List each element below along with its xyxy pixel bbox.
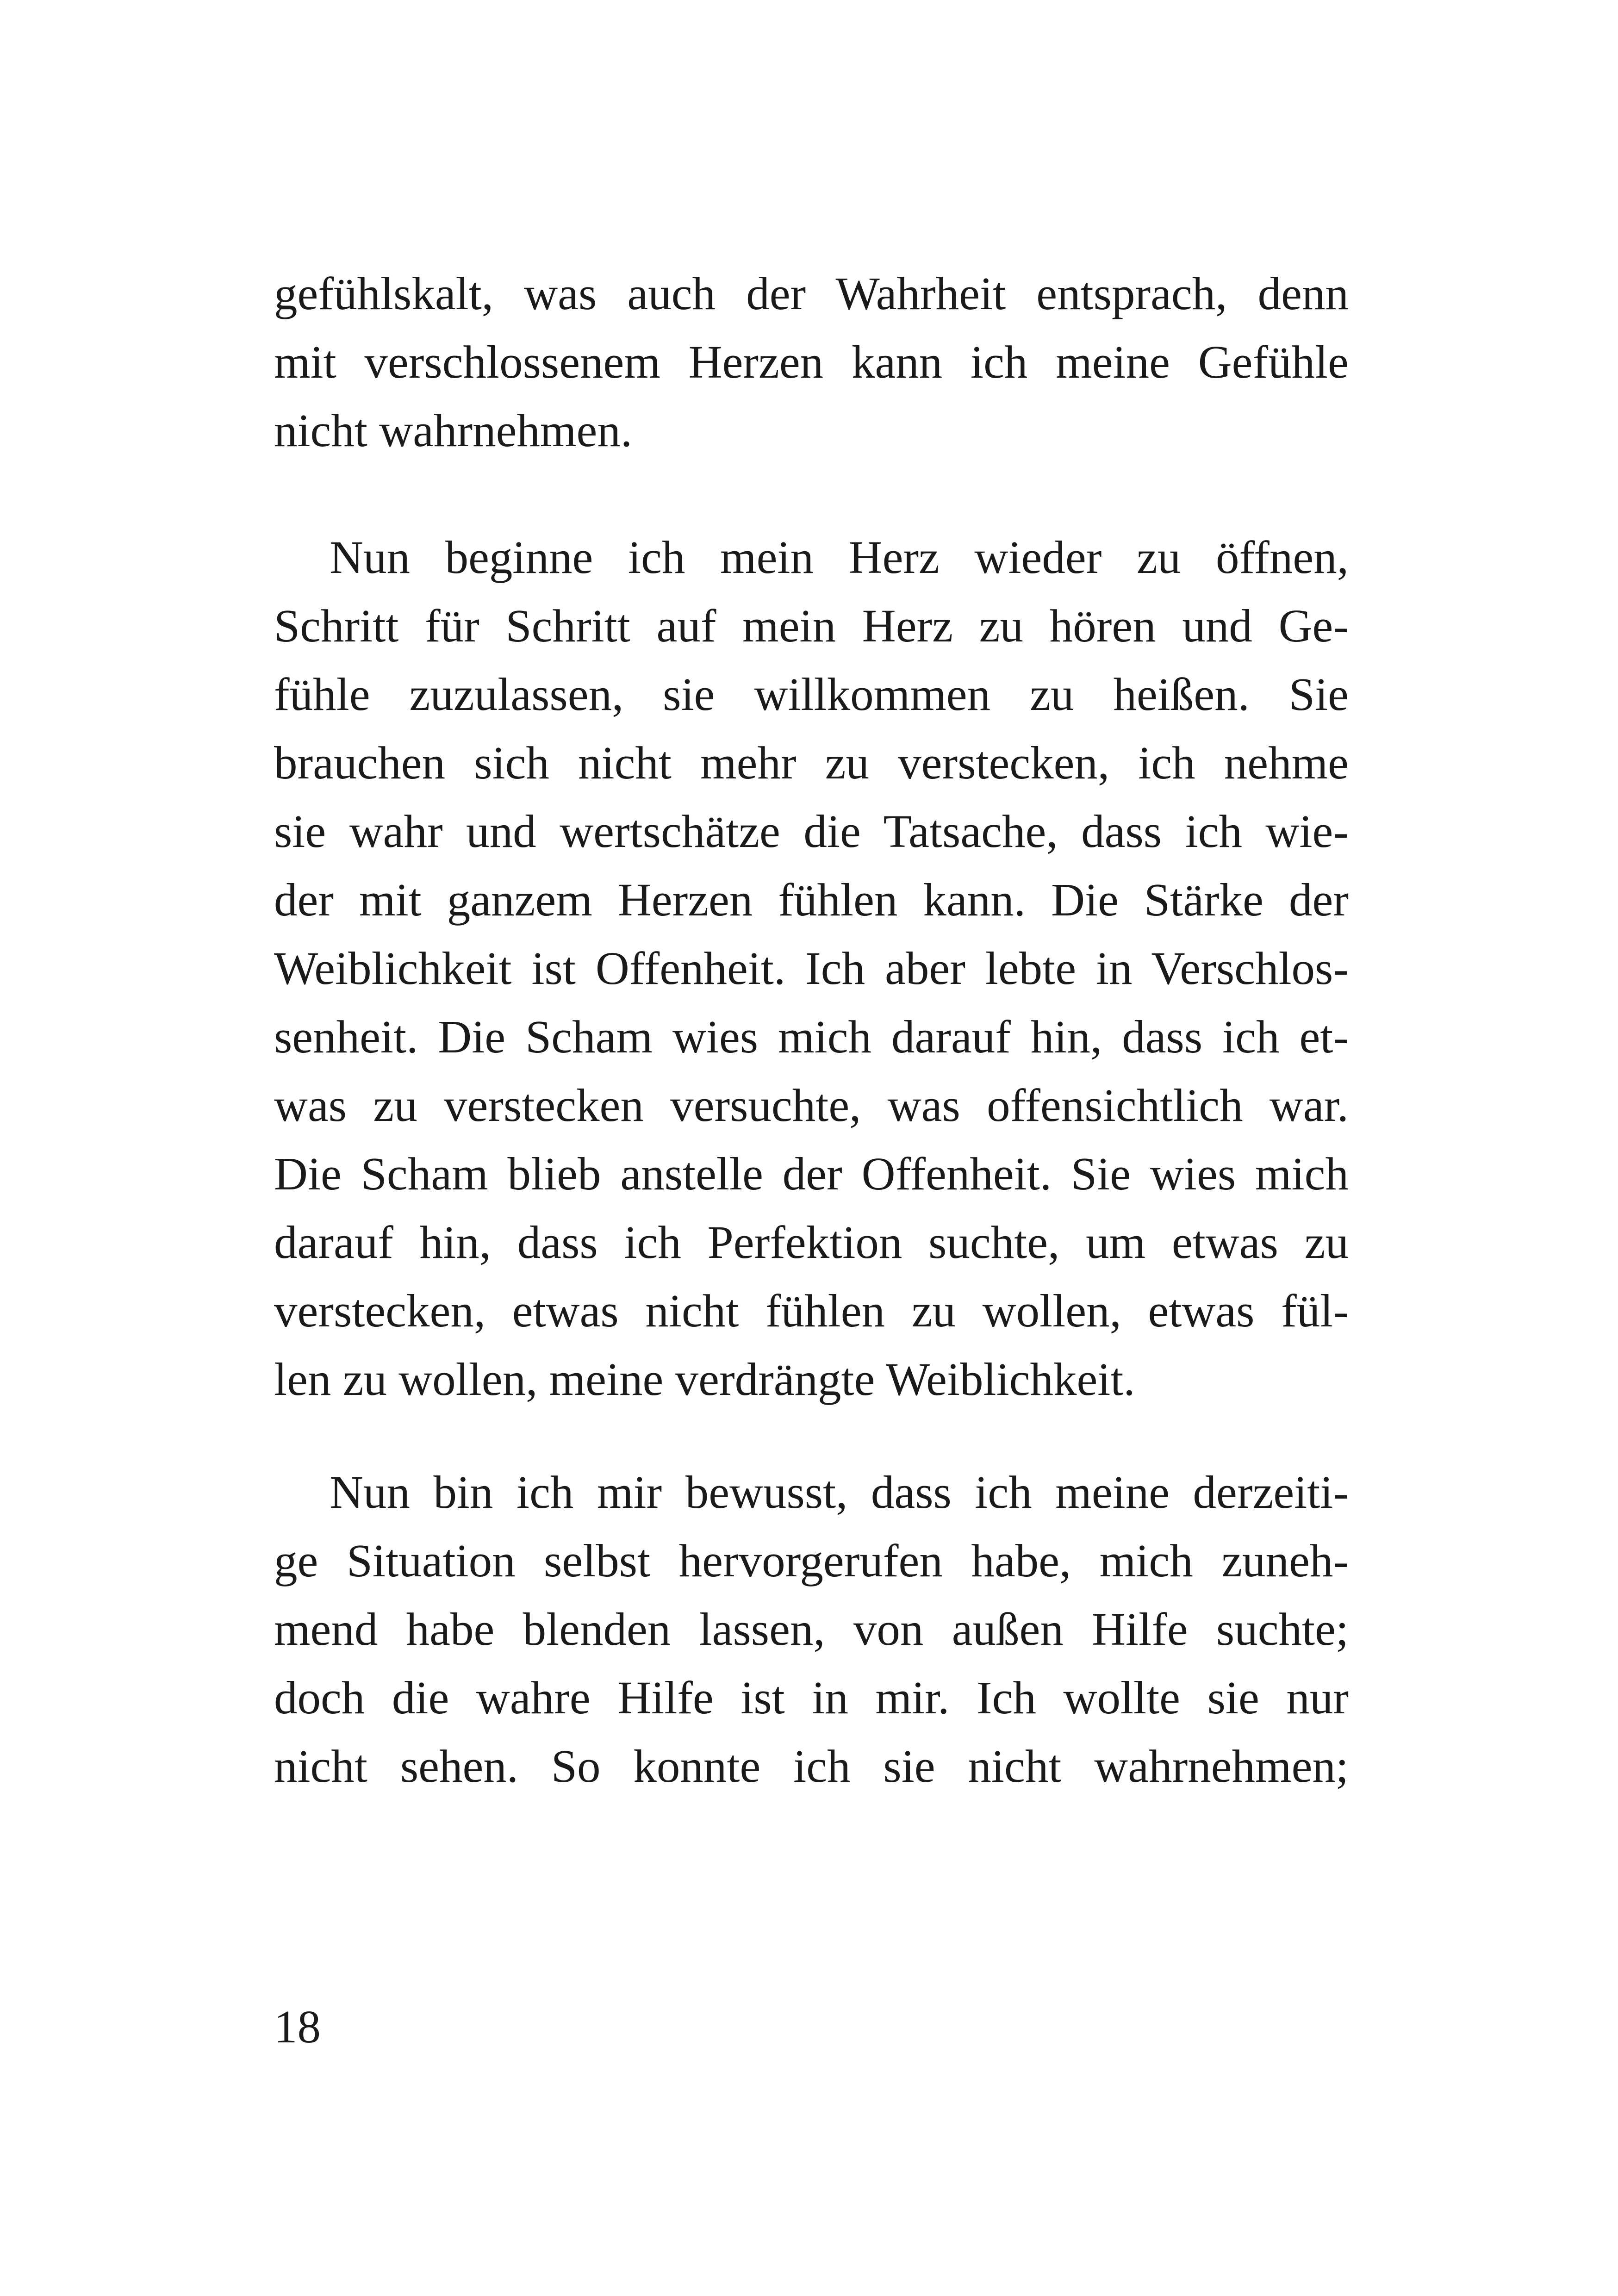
text-line: senheit. Die Scham wies mich darauf hin, dass ich et- — [274, 1011, 1349, 1063]
text-line: fühle zuzulassen, sie willkommen zu heißen. Sie — [274, 668, 1349, 720]
text-line: Nun beginne ich mein Herz wieder zu öffnen, — [330, 531, 1349, 583]
text-line: der mit ganzem Herzen fühlen kann. Die Stärke der — [274, 874, 1349, 926]
text-line: nicht sehen. So konnte ich sie nicht wahrnehmen; — [274, 1740, 1349, 1792]
text-line: Schritt für Schritt auf mein Herz zu hören und Ge- — [274, 600, 1349, 652]
text-line: nicht wahrnehmen. — [274, 404, 633, 456]
text-line: ge Situation selbst hervorgerufen habe, mich zuneh- — [274, 1535, 1349, 1587]
text-line: Nun bin ich mir bewusst, dass ich meine derzeiti- — [330, 1466, 1349, 1518]
text-line: was zu verstecken versuchte, was offensichtlich war. — [274, 1079, 1349, 1131]
text-line: len zu wollen, meine verdrängte Weiblichkeit. — [274, 1353, 1135, 1405]
paragraph-1 — [274, 259, 1349, 465]
text-line: gefühlskalt, was auch der Wahrheit entsprach, denn — [274, 268, 1349, 319]
text-line: mit verschlossenem Herzen kann ich meine Gefühle — [274, 336, 1349, 388]
text-line: sie wahr und wertschätze die Tatsache, dass ich wie- — [274, 805, 1349, 857]
text-line: Weiblichkeit ist Offenheit. Ich aber lebte in Verschlos- — [274, 942, 1349, 994]
text-line: verstecken, etwas nicht fühlen zu wollen, etwas fül- — [274, 1285, 1349, 1337]
text-line: Die Scham blieb anstelle der Offenheit. Sie wies mich — [274, 1148, 1349, 1200]
text-line: mend habe blenden lassen, von außen Hilfe suchte; — [274, 1603, 1349, 1655]
text-line: brauchen sich nicht mehr zu verstecken, ich nehme — [274, 737, 1349, 789]
text-line: doch die wahre Hilfe ist in mir. Ich wollte sie nur — [274, 1672, 1349, 1724]
page-number: 18 — [274, 2001, 321, 2053]
paragraph-3 — [274, 1458, 1349, 1800]
paragraph-2 — [274, 523, 1349, 1413]
text-line: darauf hin, dass ich Perfektion suchte, um etwas zu — [274, 1216, 1349, 1268]
